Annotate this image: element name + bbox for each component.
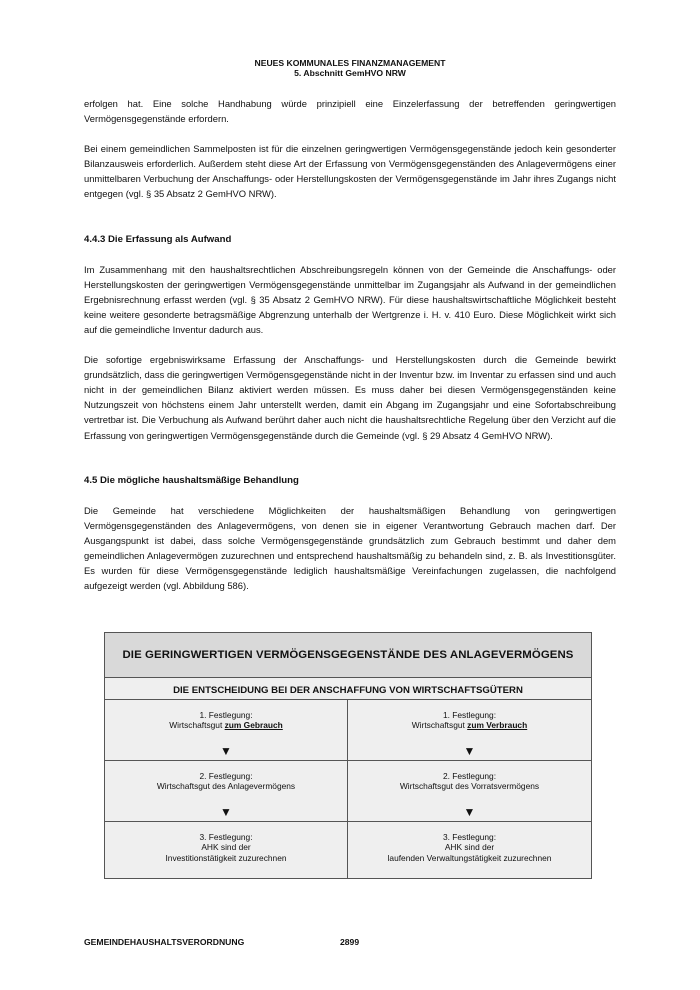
right-festlegung-2: 2. Festlegung: Wirtschaftsgut des Vorratsvermögens ▼ [348,761,591,822]
down-arrow-icon: ▼ [463,805,476,819]
section-heading-4-4-3: 4.4.3 Die Erfassung als Aufwand [84,233,232,245]
paragraph: Die Gemeinde hat verschiedene Möglichkeiten der haushaltsmäßigen Behandlung von geringwertigen Vermögensgegenständen des Anlagevermögens, von denen sie in eigener Verantwortung Gebrauch machen darf. Der Ausgangspunkt ist dabei, dass solche Vermögensgegenstände grundsätzlich zum Gebrauch bestimmt und daher dem gemeindlichen Anlagevermögen zuzurechnen und entsprechend haushaltsmäßig zu behandeln sind, z. B. als Investitionsgüter. Es wurden für diese Vermögensgegenstände lediglich haushaltsmäßige Vereinfachungen zugelassen, die nachfolgend aufgezeigt werden (vgl. Abbildung 586). [84,504,616,592]
left-festlegung-2: 2. Festlegung: Wirtschaftsgut des Anlagevermögens ▼ [105,761,348,822]
paragraph: Bei einem gemeindlichen Sammelposten ist für die einzelnen geringwertigen Vermögensgegenstände jedoch kein gesonderter Bilanzausweis erforderlich. Außerdem steht diese Art der Erfassung von Vermögensgegenständen des Anlagevermögens einer unmittelbaren Verbuchung der Anschaffungs- oder Herstellungskosten der Vermögensgegenstände im Jahr ihres Zugangs nicht entgegen (vgl. § 35 Absatz 2 GemHVO NRW). [84,143,616,200]
paragraph: erfolgen hat. Eine solche Handhabung würde prinzipiell eine Einzelerfassung der betreffenden geringwertigen Vermögensgegenstände erfordern. [84,98,616,125]
decision-diagram [104,632,592,879]
page-header [0,58,700,78]
right-festlegung-3: 3. Festlegung: AHK sind der laufenden Verwaltungstätigkeit zuzurechnen [348,822,591,878]
diagram-title: DIE GERINGWERTIGEN VERMÖGENSGEGENSTÄNDE DES ANLAGEVERMÖGENS [105,633,591,678]
down-arrow-icon: ▼ [220,805,232,819]
diagram-subtitle: DIE ENTSCHEIDUNG BEI DER ANSCHAFFUNG VON WIRTSCHAFTSGÜTERN [105,678,591,700]
paragraph: Die sofortige ergebniswirksame Erfassung der Anschaffungs- und Herstellungskosten durch die Gemeinde bewirkt grundsätzlich, dass die geringwertigen Vermögensgegenstände nicht in der Inventur bzw. im Inventar zu erfassen sind und auch nicht in der gemeindlichen Bilanz aktiviert werden müssen. Es muss daher bei diesen Vermögensgegenständen keine Nutzungszeit von höchstens einem Jahr unterstellt werden, damit ein Abgang im Zugangsjahr und eine Sofortabschreibung vertretbar ist. Die Verbuchung als Aufwand berührt daher auch nicht die haushaltsrechtliche Regelung über den Verzicht auf die Erfassung von geringwertigen Vermögensgegenstände durch die Gemeinde (vgl. § 29 Absatz 4 GemHVO NRW). [84,354,616,441]
header-title: NEUES KOMMUNALES FINANZMANAGEMENT [254,58,446,68]
header-subtitle: 5. Abschnitt GemHVO NRW [294,68,406,78]
section-heading-4-5: 4.5 Die mögliche haushaltsmäßige Behandlung [84,474,299,486]
main-content [84,96,616,608]
down-arrow-icon: ▼ [220,744,232,758]
footer-title: GEMEINDEHAUSHALTSVERORDNUNG [84,937,245,947]
down-arrow-icon: ▼ [463,744,476,758]
left-festlegung-1: 1. Festlegung: Wirtschaftsgut zum Gebrauch ▼ [105,700,348,761]
right-festlegung-1: 1. Festlegung: Wirtschaftsgut zum Verbrauch ▼ [348,700,591,761]
page-number: 2899 [340,937,360,947]
left-festlegung-3: 3. Festlegung: AHK sind der Investitionstätigkeit zuzurechnen [105,822,348,878]
paragraph: Im Zusammenhang mit den haushaltsrechtlichen Abschreibungsregeln können von der Gemeinde die Anschaffungs- oder Herstellungskosten der geringwertigen Vermögensgegenstände unmittelbar im Zugangsjahr als Aufwand in der gemeindlichen Ergebnisrechnung erfasst werden (vgl. § 35 Absatz 2 GemHVO NRW). Für diese haushaltswirtschaftliche Möglichkeit besteht keine weitere gesonderte betragsmäßige Abgrenzung unterhalb der Wertgrenze i. H. v. 410 Euro. Diese Möglichkeit wirkt sich auf die gemeindliche Inventur dadurch aus. [84,263,616,335]
